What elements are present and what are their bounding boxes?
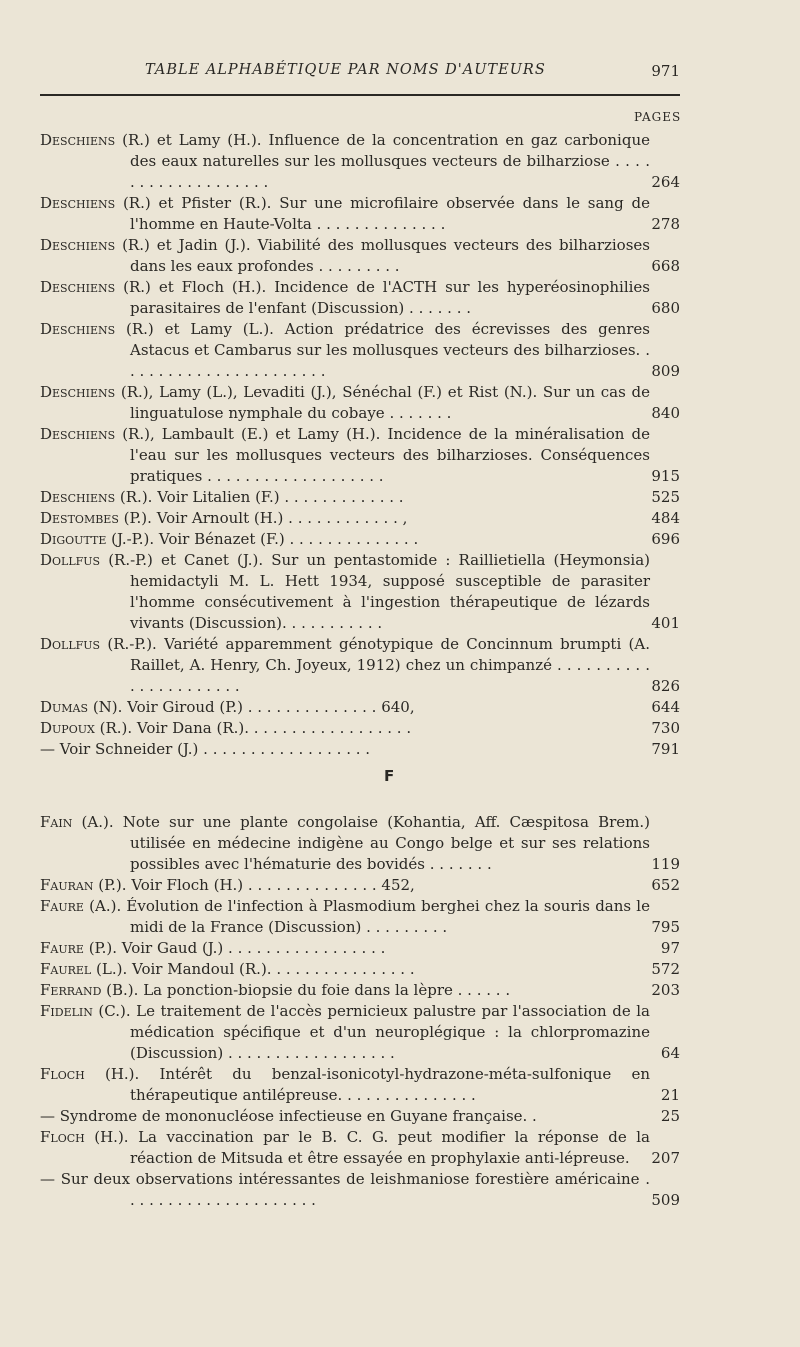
index-entry	[40, 508, 680, 529]
entry-text: (P.). Voir Arnoult (H.) . . . . . . . . . . . . ,	[118, 509, 408, 527]
entry-text: (J.-P.). Voir Bénazet (F.) . . . . . . . . . . . . . .	[106, 530, 419, 548]
entry-page-number: 525	[651, 488, 680, 506]
entry-text: (R.) et Pfister (R.). Sur une microfilaire observée dans le sang de l'homme en Haute-Volta . . . . . . . . . . . . . .	[115, 194, 650, 233]
entry-author: Ferrand	[40, 981, 102, 999]
entry-author: Deschiens	[40, 278, 116, 296]
index-entry	[40, 550, 680, 634]
entry-page-number: 484	[651, 509, 680, 527]
index-entry	[40, 812, 680, 875]
entry-author: Faure	[40, 897, 84, 915]
index-entries-f	[40, 812, 680, 1211]
entry-page-number: 795	[651, 918, 680, 936]
entry-page-number: 21	[660, 1086, 680, 1104]
entry-text: (B.). La ponction-biopsie du foie dans la lèpre . . . . . .	[101, 981, 511, 999]
index-entry	[40, 896, 680, 938]
entry-page-number: 119	[651, 855, 680, 873]
entry-text: (R.) et Lamy (L.). Action prédatrice des écrevisses des genres Astacus et Cambarus sur les mollusques vecteurs des bilharzioses. . . . . . . . . . . . . . . . . . . . . . .	[115, 320, 650, 380]
entry-author: Deschiens	[40, 194, 116, 212]
entry-text: Syndrome de mononucléose infectieuse en Guyane française. .	[55, 1107, 537, 1125]
entry-author: Dollfus	[40, 635, 101, 653]
entry-author: Fauran	[40, 876, 94, 894]
entry-author: Deschiens	[40, 383, 116, 401]
entry-page-number: 840	[651, 404, 680, 422]
index-entries-d	[40, 130, 680, 760]
entry-author: Deschiens	[40, 320, 116, 338]
entry-author: —	[40, 1170, 55, 1188]
page-number: 971	[651, 62, 680, 80]
entry-text: (R.), Lamy (L.), Levaditi (J.), Sénéchal (F.) et Rist (N.). Sur un cas de linguatulose nymphale du cobaye . . . . . . .	[115, 383, 650, 422]
pages-column-label: PAGES	[634, 110, 682, 124]
index-entry	[40, 697, 680, 718]
entry-author: —	[40, 1107, 55, 1125]
entry-page-number: 730	[651, 719, 680, 737]
index-entry	[40, 529, 680, 550]
entry-author: —	[40, 740, 55, 758]
entry-page-number: 64	[660, 1044, 680, 1062]
entry-text: (R.) et Jadin (J.). Viabilité des mollusques vecteurs des bilharzioses dans les eaux profondes . . . . . . . . .	[115, 236, 650, 275]
entry-page-number: 680	[651, 299, 680, 317]
index-entry	[40, 277, 680, 319]
entry-text: (H.). La vaccination par le B. C. G. peut modifier la réponse de la réaction de Mitsuda et être essayée en prophylaxie anti-lépreuse.	[84, 1128, 650, 1167]
entry-author: Destombes	[40, 509, 119, 527]
index-entry	[40, 980, 680, 1001]
entry-author: Deschiens	[40, 425, 116, 443]
entry-author: Fidelin	[40, 1002, 93, 1020]
entry-author: Faurel	[40, 960, 92, 978]
entry-text: (R.), Lambault (E.) et Lamy (H.). Incidence de la minéralisation de l'eau sur les mollusques vecteurs des bilharzioses. Conséquences pratiques . . . . . . . . . . . . . . . . . . .	[115, 425, 650, 485]
entry-author: Deschiens	[40, 131, 116, 149]
entry-text: (C.). Le traitement de l'accès pernicieux palustre par l'association de la médication spécifique et d'un neuroplégique : la chlorpromazine (Discussion) . . . . . . . . . . . . . . . . . .	[92, 1002, 650, 1062]
index-entry	[40, 319, 680, 382]
entry-page-number: 401	[651, 614, 680, 632]
entry-author: Dollfus	[40, 551, 101, 569]
entry-page-number: 652	[651, 876, 680, 894]
header-rule	[40, 94, 680, 96]
entry-text: Voir Schneider (J.) . . . . . . . . . . . . . . . . . .	[55, 740, 371, 758]
index-entry	[40, 959, 680, 980]
index-entry	[40, 739, 680, 760]
entry-text: (A.). Note sur une plante congolaise (Kohantia, Aff. Cæspitosa Brem.) utilisée en médecine indigène au Congo belge et sur ses relations possibles avec l'hématurie des bovidés . . . . . . .	[72, 813, 650, 873]
entry-text: (L.). Voir Mandoul (R.). . . . . . . . . . . . . . . .	[91, 960, 415, 978]
entry-text: Sur deux observations intéressantes de leishmaniose forestière américaine . . . . . . . . . . . . . . . . . . . . .	[55, 1170, 650, 1209]
index-entry	[40, 382, 680, 424]
entry-page-number: 264	[651, 173, 680, 191]
index-entry	[40, 193, 680, 235]
entry-page-number: 915	[651, 467, 680, 485]
entry-text: (P.). Voir Gaud (J.) . . . . . . . . . . . . . . . . .	[83, 939, 386, 957]
index-entry	[40, 634, 680, 697]
entry-page-number: 509	[651, 1191, 680, 1209]
index-entry	[40, 1106, 680, 1127]
index-entry	[40, 1001, 680, 1064]
index-entry	[40, 718, 680, 739]
entry-page-number: 278	[651, 215, 680, 233]
index-entry	[40, 1127, 680, 1169]
entry-page-number: 97	[660, 939, 680, 957]
entry-author: Dumas	[40, 698, 89, 716]
index-entry	[40, 1064, 680, 1106]
index-entry	[40, 130, 680, 193]
index-entry	[40, 938, 680, 959]
entry-page-number: 203	[651, 981, 680, 999]
entry-text: (R.). Voir Litalien (F.) . . . . . . . . . . . . .	[115, 488, 404, 506]
index-entry	[40, 875, 680, 896]
entry-page-number: 668	[651, 257, 680, 275]
entry-text: (A.). Évolution de l'infection à Plasmodium berghei chez la souris dans le midi de la France (Discussion) . . . . . . . . .	[83, 897, 650, 936]
entry-text: (R.) et Floch (H.). Incidence de l'ACTH sur les hyperéosinophilies parasitaires de l'enfant (Discussion) . . . . . . .	[115, 278, 650, 317]
entry-author: Dupoux	[40, 719, 95, 737]
entry-text: (R.). Voir Dana (R.). . . . . . . . . . . . . . . . . .	[94, 719, 412, 737]
entry-text: (R.-P.). Variété apparemment génotypique de Concinnum brumpti (A. Raillet, A. Henry, Ch. Joyeux, 1912) chez un chimpanzé . . . . . . . . . . . . . . . . . . . . . .	[100, 635, 650, 695]
entry-author: Fain	[40, 813, 73, 831]
entry-author: Deschiens	[40, 236, 116, 254]
entry-page-number: 696	[651, 530, 680, 548]
entry-page-number: 791	[651, 740, 680, 758]
entry-page-number: 644	[651, 698, 680, 716]
entry-text: (R.) et Lamy (H.). Influence de la concentration en gaz carbonique des eaux naturelles sur les mollusques vecteurs de bilharziose . . . . . . . . . . . . . . . . . . .	[115, 131, 650, 191]
running-title: TABLE ALPHABÉTIQUE PAR NOMS D'AUTEURS	[145, 62, 546, 78]
entry-author: Floch	[40, 1065, 85, 1083]
entry-text: (P.). Voir Floch (H.) . . . . . . . . . . . . . . 452,	[93, 876, 415, 894]
entry-page-number: 809	[651, 362, 680, 380]
index-entry	[40, 235, 680, 277]
entry-author: Faure	[40, 939, 84, 957]
index-entry	[40, 1169, 680, 1211]
entry-text: (H.). Intérêt du benzal-isonicotyl-hydrazone-méta-sulfonique en thérapeutique antilépreuse. . . . . . . . . . . . . . .	[84, 1065, 650, 1104]
index-entry	[40, 487, 680, 508]
entry-text: (N). Voir Giroud (P.) . . . . . . . . . . . . . . 640,	[88, 698, 415, 716]
entry-page-number: 25	[660, 1107, 680, 1125]
entry-page-number: 207	[651, 1149, 680, 1167]
entry-page-number: 572	[651, 960, 680, 978]
entry-author: Floch	[40, 1128, 85, 1146]
entry-text: (R.-P.) et Canet (J.). Sur un pentastomide : Raillietiella (Heymonsia) hemidactyli M. L. Hett 1934, supposé susceptible de parasiter l'homme consécutivement à l'ingestion thérapeutique de lézards vivants (Discussion). . . . . . . . . . .	[100, 551, 650, 632]
section-letter: F	[384, 767, 395, 785]
entry-author: Digoutte	[40, 530, 107, 548]
index-entry	[40, 424, 680, 487]
entry-author: Deschiens	[40, 488, 116, 506]
entry-page-number: 826	[651, 677, 680, 695]
